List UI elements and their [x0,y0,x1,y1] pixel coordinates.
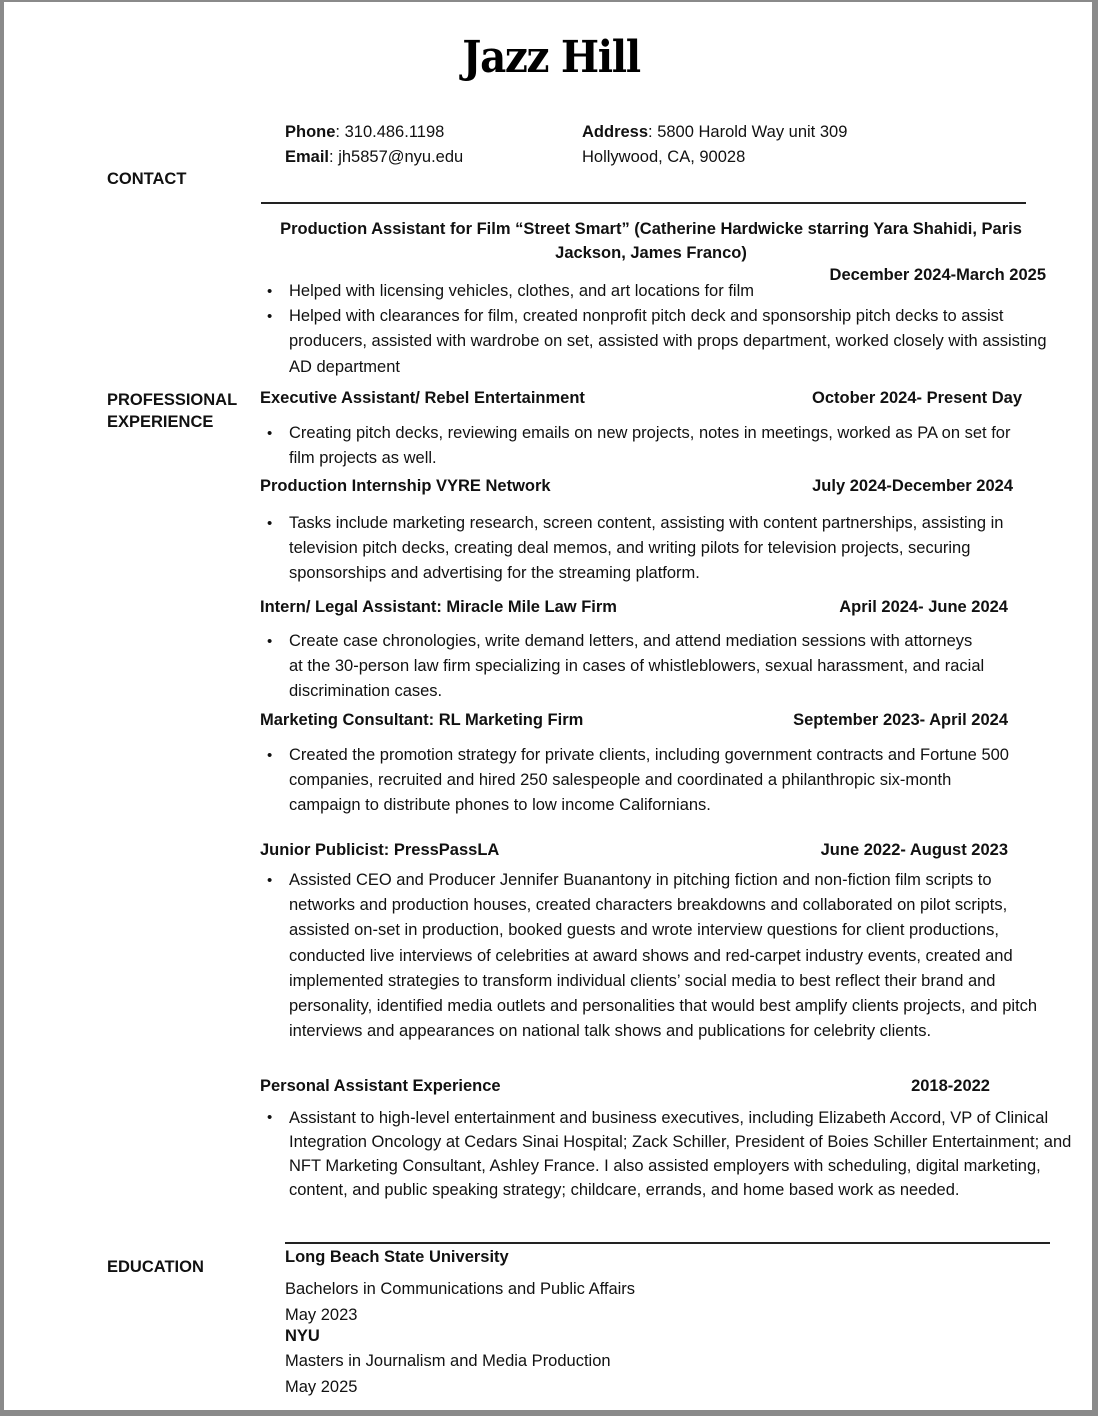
phone-value: : 310.486.1198 [335,123,445,141]
job-dates: April 2024- June 2024 [839,598,1008,616]
education-divider [285,1242,1050,1244]
bullet-item: • Tasks include marketing research, screen content, assisting with content partnerships, assisting in television pitch decks, creating deal memos, and writing pilots for television projects, securing sponsorships and advertising for the streaming platform. [289,511,1009,587]
phone-line [285,120,444,145]
email-label: Email [285,148,330,166]
job-title: Production Assistant for Film “Street Smart” (Catherine Hardwicke starring Yara Shahidi, Paris Jackson, James Franco) [280,220,1022,262]
experience-label-line2: EXPERIENCE [107,413,214,431]
email-line [285,145,463,170]
job-dates: December 2024-March 2025 [829,266,1046,284]
experience-label-line1: PROFESSIONAL [107,391,238,409]
job-bullets [261,421,1034,471]
address-line-2: Hollywood, CA, 90028 [582,148,746,166]
bullet-item: • Assisted CEO and Producer Jennifer Buanantony in pitching fiction and non-fiction film scripts to networks and production houses, created characters breakdowns and collaborated on pilot scripts, assisted on-set in production, booked guests and wrote interview questions for client productions, conducted live interviews of celebrities at award shows and red-carpet industry events, created and implemented strategies to transform individual clients’ social media to best reflect their brand and personality, identified media outlets and personalities that would best amplify clients projects, and pitch interviews and appearances on national talk shows and publications for celebrity clients. [289,868,1044,1044]
contact-section-label: CONTACT [107,170,187,188]
job-dates: 2018-2022 [911,1077,990,1095]
job-dates: June 2022- August 2023 [820,841,1008,859]
graduation-date: May 2025 [285,1378,358,1396]
candidate-name: Jazz Hill [462,32,640,83]
job-bullets [261,1106,1079,1202]
bullet-item: • Created the promotion strategy for private clients, including government contracts and Fortune 500 companies, recruited and hired 250 salespeople and coordinated a philanthropic six-month campaign to distribute phones to low income Californians. [289,743,1009,819]
experience-section-label [107,389,237,433]
job-title: Intern/ Legal Assistant: Miracle Mile Law Firm [260,598,617,616]
degree: Bachelors in Communications and Public Affairs [285,1280,636,1298]
job-dates: July 2024-December 2024 [812,477,1013,495]
job-bullets [261,279,1049,380]
school-name: NYU [285,1327,320,1345]
job-title: Junior Publicist: PressPassLA [260,841,500,859]
address-label: Address [582,123,649,141]
bullet-item: • Helped with licensing vehicles, clothes, and art locations for film [289,279,1049,304]
job-title: Production Internship VYRE Network [260,477,551,495]
job-dates: September 2023- April 2024 [793,711,1008,729]
phone-label: Phone [285,123,336,141]
bullet-item: • Creating pitch decks, reviewing emails on new projects, notes in meetings, worked as PA on set for film projects as well. [289,421,1034,471]
job-title: Executive Assistant/ Rebel Entertainment [260,389,585,407]
job-bullets [261,743,1009,819]
address-value: : 5800 Harold Way unit 309 [648,123,848,141]
bullet-item: • Helped with clearances for film, created nonprofit pitch deck and sponsorship pitch decks to assist producers, assisted with wardrobe on set, assisted with props department, worked closely with assisting AD department [289,304,1049,380]
job-bullets [261,511,1009,587]
degree: Masters in Journalism and Media Production [285,1352,611,1370]
contact-divider [261,202,1026,204]
job-bullets [261,629,989,705]
resume-page [4,2,1092,1410]
job-title: Marketing Consultant: RL Marketing Firm [260,711,584,729]
graduation-date: May 2023 [285,1306,358,1324]
email-value: : jh5857@nyu.edu [329,148,464,166]
address-line [582,120,847,145]
education-section-label: EDUCATION [107,1258,204,1276]
bullet-item: • Create case chronologies, write demand letters, and attend mediation sessions with attorneys at the 30-person law firm specializing in cases of whistleblowers, sexual harassment, and racial discrimination cases. [289,629,989,705]
school-name: Long Beach State University [285,1248,509,1266]
job-title: Personal Assistant Experience [260,1077,501,1095]
job-bullets [261,868,1044,1044]
bullet-item: • Assistant to high-level entertainment and business executives, including Elizabeth Accord, VP of Clinical Integration Oncology at Cedars Sinai Hospital; Zack Schiller, President of Boies Schiller Entertainment; and NFT Marketing Consultant, Ashley France. I also assisted employers with scheduling, digital marketing, content, and public speaking strategy; childcare, errands, and home based work as needed. [289,1106,1079,1202]
job-dates: October 2024- Present Day [811,389,1022,407]
